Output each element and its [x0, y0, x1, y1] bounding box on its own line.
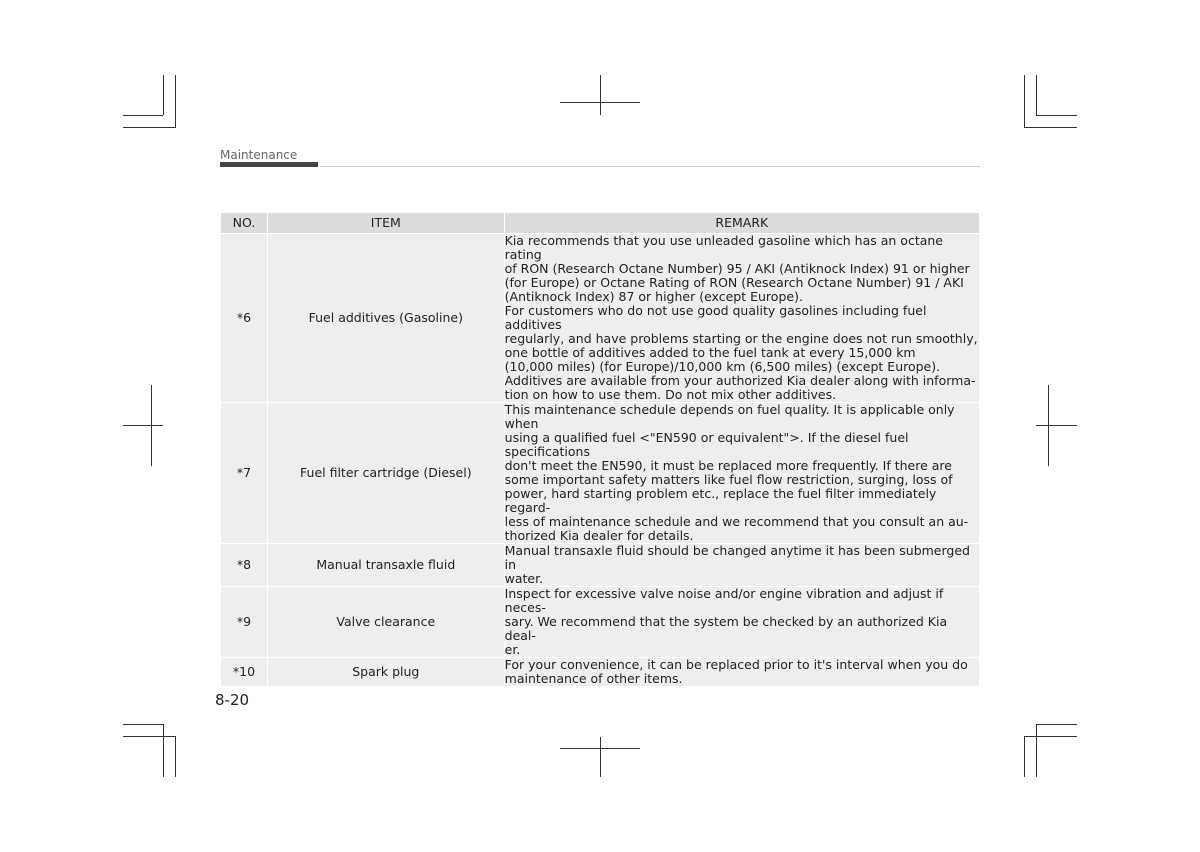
row-number: *6	[221, 234, 268, 403]
remark-line: Manual transaxle fluid should be changed anytime it has been submerged in	[504, 543, 970, 572]
registration-mark	[151, 385, 152, 466]
crop-mark	[1036, 75, 1037, 115]
crop-mark	[175, 75, 176, 128]
remark-line: Additives are available from your authorized Kia dealer along with informa-	[504, 373, 976, 388]
crop-mark	[163, 724, 164, 777]
remark-line: (10,000 miles) (for Europe)/10,000 km (6,500 miles) (except Europe).	[504, 359, 941, 374]
row-number: *7	[221, 403, 268, 544]
row-number: *8	[221, 544, 268, 587]
table-row	[221, 234, 980, 403]
crop-mark	[123, 127, 176, 128]
remark-line: regularly, and have problems starting or the engine does not run smoothly,	[504, 331, 978, 346]
crop-mark	[1024, 75, 1025, 128]
crop-mark	[175, 736, 176, 777]
remark-line: This maintenance schedule depends on fuel quality. It is applicable only when	[504, 402, 955, 431]
row-remark	[504, 587, 979, 658]
remark-line: For customers who do not use good quality gasolines including fuel additives	[504, 303, 927, 332]
row-item: Fuel additives (Gasoline)	[267, 234, 504, 403]
column-header-remark: REMARK	[504, 213, 979, 234]
crop-mark	[123, 724, 163, 725]
crop-mark	[1024, 736, 1077, 737]
remark-line: using a qualified fuel <"EN590 or equivalent">. If the diesel fuel specifications	[504, 430, 909, 459]
row-item: Spark plug	[267, 658, 504, 687]
row-item: Manual transaxle fluid	[267, 544, 504, 587]
remark-line: (Antiknock Index) 87 or higher (except Europe).	[504, 289, 803, 304]
remark-line: (for Europe) or Octane Rating of RON (Research Octane Number) 91 / AKI	[504, 275, 964, 290]
column-header-item: ITEM	[267, 213, 504, 234]
header-accent-bar	[220, 162, 318, 167]
row-remark	[504, 403, 979, 544]
crop-mark	[1024, 127, 1077, 128]
remark-line: Inspect for excessive valve noise and/or engine vibration and adjust if neces-	[504, 586, 944, 615]
row-number: *10	[221, 658, 268, 687]
crop-mark	[123, 115, 163, 116]
registration-mark	[600, 737, 601, 777]
remark-line: er.	[504, 642, 521, 657]
remark-line: less of maintenance schedule and we recommend that you consult an au-	[504, 514, 969, 529]
remark-line: don't meet the EN590, it must be replaced more frequently. If there are	[504, 458, 952, 473]
table-header-row	[221, 213, 980, 234]
registration-mark	[123, 425, 163, 426]
remark-line: power, hard starting problem etc., replace the fuel filter immediately regard-	[504, 486, 937, 515]
remark-line: maintenance of other items.	[504, 671, 683, 686]
table-row	[221, 403, 980, 544]
registration-mark	[1048, 385, 1049, 466]
header-divider	[320, 166, 980, 167]
remark-line: thorized Kia dealer for details.	[504, 528, 694, 543]
remark-line: sary. We recommend that the system be checked by an authorized Kia deal-	[504, 614, 948, 643]
crop-mark	[123, 736, 176, 737]
crop-mark	[1036, 724, 1077, 725]
section-title: Maintenance	[220, 148, 298, 162]
remark-line: some important safety matters like fuel flow restriction, surging, loss of	[504, 472, 953, 487]
row-remark	[504, 544, 979, 587]
crop-mark	[1036, 115, 1077, 116]
remark-line: of RON (Research Octane Number) 95 / AKI (Antiknock Index) 91 or higher	[504, 261, 970, 276]
row-remark	[504, 234, 979, 403]
remark-line: tion on how to use them. Do not mix other additives.	[504, 387, 837, 402]
crop-mark	[1024, 736, 1025, 777]
remark-line: Kia recommends that you use unleaded gasoline which has an octane rating	[504, 233, 943, 262]
page-number: 8-20	[215, 691, 250, 709]
row-item: Fuel filter cartridge (Diesel)	[267, 403, 504, 544]
remark-line: one bottle of additives added to the fuel tank at every 15,000 km	[504, 345, 916, 360]
remark-line: For your convenience, it can be replaced prior to it's interval when you do	[504, 657, 968, 672]
row-remark	[504, 658, 979, 687]
registration-mark	[600, 75, 601, 115]
remark-line: water.	[504, 571, 544, 586]
table-row	[221, 658, 980, 687]
crop-mark	[163, 75, 164, 115]
crop-mark	[1036, 724, 1037, 777]
table-row	[221, 544, 980, 587]
column-header-no: NO.	[221, 213, 268, 234]
row-item: Valve clearance	[267, 587, 504, 658]
maintenance-notes-table	[220, 212, 980, 687]
registration-mark	[1036, 425, 1077, 426]
table-row	[221, 587, 980, 658]
row-number: *9	[221, 587, 268, 658]
